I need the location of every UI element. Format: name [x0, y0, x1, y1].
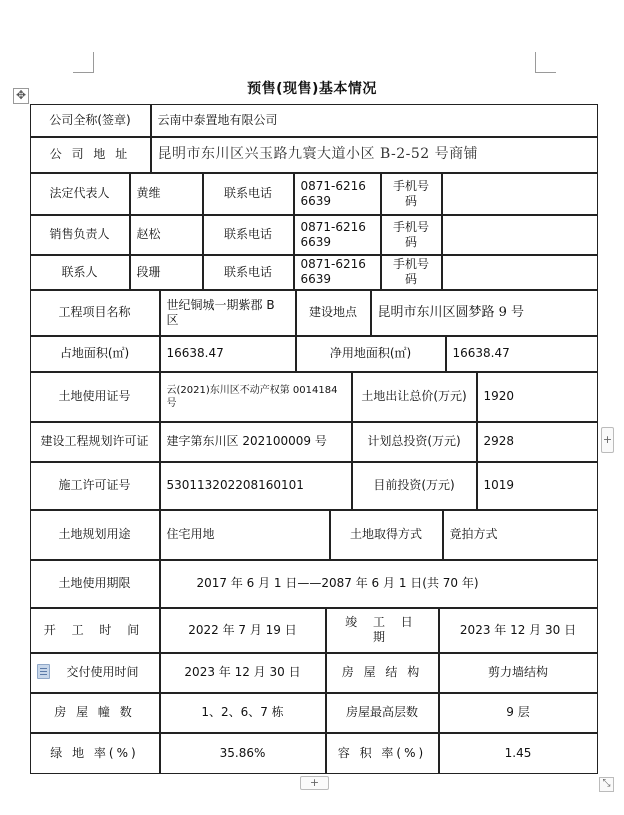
- sales-manager-name[interactable]: 赵松: [130, 215, 203, 255]
- contact-label: 联系人: [30, 255, 130, 290]
- land-area-value[interactable]: 16638.47: [160, 336, 296, 372]
- land-area-label: 占地面积(㎡): [30, 336, 160, 372]
- company-address-value[interactable]: 昆明市东川区兴玉路九寰大道小区 B-2-52 号商铺: [151, 137, 598, 173]
- land-cert-label: 土地使用证号: [30, 372, 160, 422]
- page-corner-mark-top-right: [535, 52, 556, 73]
- sales-manager-phone[interactable]: 0871-62166639: [294, 215, 381, 255]
- land-price-value[interactable]: 1920: [477, 372, 598, 422]
- net-land-area-value[interactable]: 16638.47: [446, 336, 598, 372]
- sales-manager-phone-label: 联系电话: [203, 215, 294, 255]
- structure-value[interactable]: 剪力墙结构: [439, 653, 598, 693]
- project-location-value[interactable]: 昆明市东川区圆梦路 9 号: [371, 290, 598, 336]
- contact-mobile-label: 手机号码: [381, 255, 442, 290]
- floor-area-ratio-label: 容 积 率(%): [326, 733, 439, 774]
- legal-rep-mobile[interactable]: [442, 173, 598, 215]
- contact-phone[interactable]: 0871-62166639: [294, 255, 381, 290]
- finish-date-label: 竣 工 日 期: [326, 608, 439, 653]
- land-price-label: 土地出让总价(万元): [352, 372, 477, 422]
- planned-investment-value[interactable]: 2928: [477, 422, 598, 462]
- delivery-date-label: 交付使用时间: [30, 653, 160, 693]
- company-name-label: 公司全称(签章): [30, 104, 151, 137]
- land-acquire-label: 土地取得方式: [330, 510, 443, 560]
- land-term-label: 土地使用期限: [30, 560, 160, 608]
- sales-manager-mobile-label: 手机号码: [381, 215, 442, 255]
- legal-rep-phone[interactable]: 0871-62166639: [294, 173, 381, 215]
- building-count-label: 房 屋 幢 数: [30, 693, 160, 733]
- start-date-value[interactable]: 2022 年 7 月 19 日: [160, 608, 326, 653]
- land-use-value[interactable]: 住宅用地: [160, 510, 330, 560]
- land-term-value[interactable]: 2017 年 6 月 1 日——2087 年 6 月 1 日(共 70 年): [160, 560, 598, 608]
- floor-area-ratio-value[interactable]: 1.45: [439, 733, 598, 774]
- project-name-value[interactable]: 世纪铜城一期紫郡 B 区: [160, 290, 296, 336]
- planned-investment-label: 计划总投资(万元): [352, 422, 477, 462]
- structure-label: 房 屋 结 构: [326, 653, 439, 693]
- company-name-value[interactable]: 云南中泰置地有限公司: [151, 104, 598, 137]
- current-investment-label: 目前投资(万元): [352, 462, 477, 510]
- finish-date-value[interactable]: 2023 年 12 月 30 日: [439, 608, 598, 653]
- info-table: [30, 104, 598, 774]
- planning-permit-value[interactable]: 建字第东川区 202100009 号: [160, 422, 352, 462]
- move-icon[interactable]: ✥: [13, 88, 29, 104]
- contact-name[interactable]: 段珊: [130, 255, 203, 290]
- building-count-value[interactable]: 1、2、6、7 栋: [160, 693, 326, 733]
- delivery-date-value[interactable]: 2023 年 12 月 30 日: [160, 653, 326, 693]
- company-address-label: 公 司 地 址: [30, 137, 151, 173]
- contact-phone-label: 联系电话: [203, 255, 294, 290]
- project-name-label: 工程项目名称: [30, 290, 160, 336]
- project-location-label: 建设地点: [296, 290, 371, 336]
- current-investment-value[interactable]: 1019: [477, 462, 598, 510]
- start-date-label: 开 工 时 间: [30, 608, 160, 653]
- legal-rep-mobile-label: 手机号码: [381, 173, 442, 215]
- planning-permit-label: 建设工程规划许可证: [30, 422, 160, 462]
- sales-manager-mobile[interactable]: [442, 215, 598, 255]
- construction-permit-value[interactable]: 530113202208160101: [160, 462, 352, 510]
- legal-rep-label: 法定代表人: [30, 173, 130, 215]
- plus-icon[interactable]: +: [300, 776, 329, 790]
- construction-permit-label: 施工许可证号: [30, 462, 160, 510]
- green-rate-value[interactable]: 35.86%: [160, 733, 326, 774]
- sales-manager-label: 销售负责人: [30, 215, 130, 255]
- max-floor-value[interactable]: 9 层: [439, 693, 598, 733]
- max-floor-label: 房屋最高层数: [326, 693, 439, 733]
- net-land-area-label: 净用地面积(㎡): [296, 336, 446, 372]
- legal-rep-phone-label: 联系电话: [203, 173, 294, 215]
- plus-icon[interactable]: +: [601, 427, 614, 453]
- legal-rep-name[interactable]: 黄维: [130, 173, 203, 215]
- contact-mobile[interactable]: [442, 255, 598, 290]
- land-acquire-value[interactable]: 竟拍方式: [443, 510, 598, 560]
- document-title: 预售(现售)基本情况: [247, 81, 377, 97]
- land-cert-value[interactable]: 云(2021)东川区不动产权第 0014184 号: [160, 372, 352, 422]
- resize-icon[interactable]: ⤡: [599, 777, 614, 792]
- land-use-label: 土地规划用途: [30, 510, 160, 560]
- green-rate-label: 绿 地 率(%): [30, 733, 160, 774]
- document-icon: [37, 664, 50, 679]
- page-corner-mark-top-left: [73, 52, 94, 73]
